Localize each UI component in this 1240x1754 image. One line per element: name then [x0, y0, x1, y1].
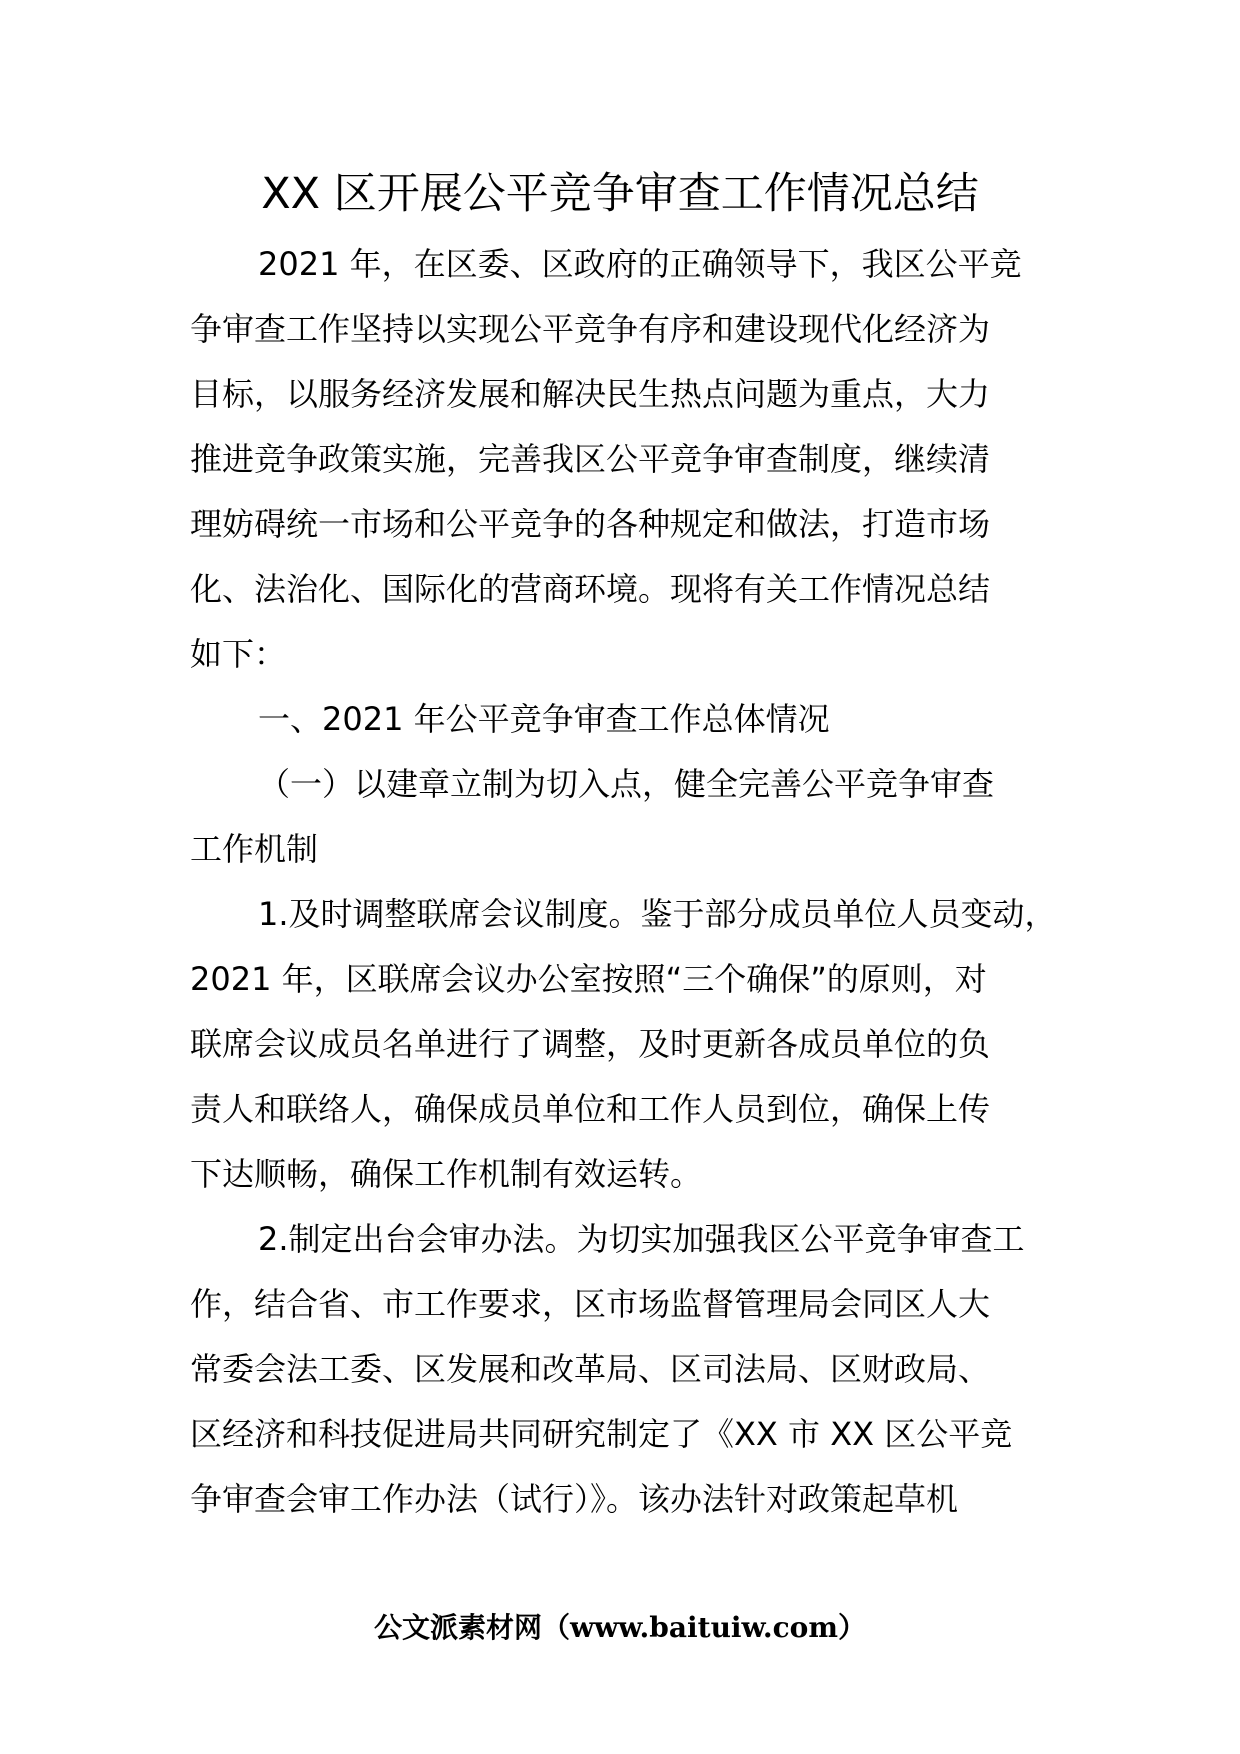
subsection-heading: 工作机制 [190, 830, 319, 868]
paragraph-line: 2021 年，区联席会议办公室按照“三个确保”的原则，对 [190, 960, 987, 998]
paragraph-line: 联席会议成员名单进行了调整，及时更新各成员单位的负 [190, 1025, 991, 1063]
paragraph-line: 1.及时调整联席会议制度。鉴于部分成员单位人员变动， [258, 895, 1057, 933]
paragraph-line: 责人和联络人，确保成员单位和工作人员到位，确保上传 [190, 1090, 991, 1128]
paragraph-line: 化、法治化、国际化的营商环境。现将有关工作情况总结 [190, 570, 991, 608]
paragraph-line: 目标，以服务经济发展和解决民生热点问题为重点，大力 [190, 375, 991, 413]
paragraph-line: 下达顺畅，确保工作机制有效运转。 [190, 1155, 703, 1193]
paragraph-line: 理妨碍统一市场和公平竞争的各种规定和做法，打造市场 [190, 505, 991, 543]
subsection-heading: （一）以建章立制为切入点，健全完善公平竞争审查 [258, 765, 995, 803]
paragraph-line: 作，结合省、市工作要求，区市场监督管理局会同区人大 [190, 1285, 991, 1323]
document-body [190, 232, 1090, 1532]
paragraph-line: 2.制定出台会审办法。为切实加强我区公平竞争审查工 [258, 1220, 1025, 1258]
paragraph-line: 争审查会审工作办法（试行）》。该办法针对政策起草机 [190, 1480, 959, 1518]
paragraph-line: 推进竞争政策实施，完善我区公平竞争审查制度，继续清 [190, 440, 991, 478]
paragraph-line: 区经济和科技促进局共同研究制定了《XX 市 XX 区公平竞 [190, 1415, 1013, 1453]
paragraph-line: 争审查工作坚持以实现公平竞争有序和建设现代化经济为 [190, 310, 991, 348]
paragraph-line: 2021 年，在区委、区政府的正确领导下，我区公平竞 [258, 245, 1022, 283]
footer-watermark: 公文派素材网（www.baituiw.com） [374, 1611, 866, 1644]
paragraph-line: 如下： [190, 635, 287, 673]
paragraph-line: 常委会法工委、区发展和改革局、区司法局、区财政局、 [190, 1350, 991, 1388]
section-heading: 一、2021 年公平竞争审查工作总体情况 [258, 700, 830, 738]
document-title: XX 区开展公平竞争审查工作情况总结 [261, 169, 979, 219]
